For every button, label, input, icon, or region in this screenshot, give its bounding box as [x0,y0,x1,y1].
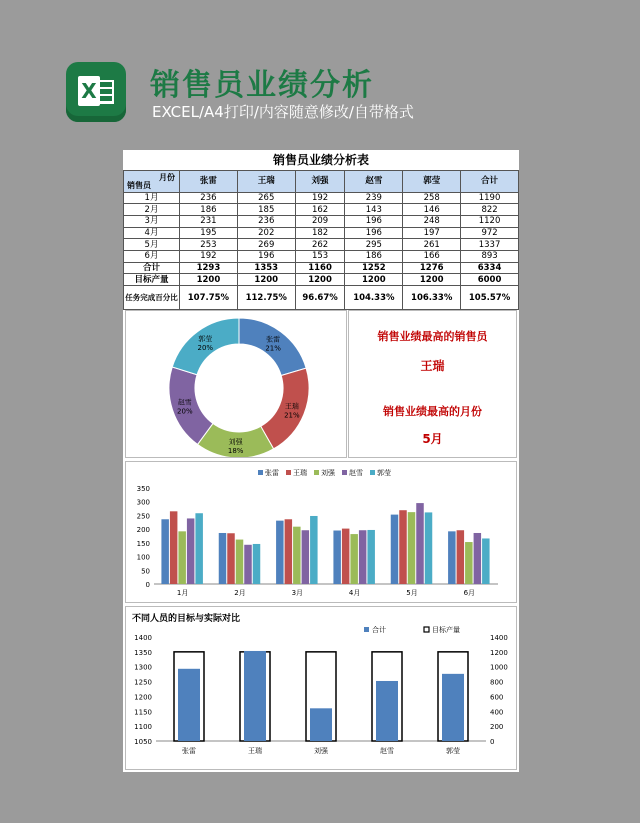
row-label: 任务完成百分比 [124,286,180,310]
y-tick-label-left: 1250 [134,678,152,687]
table-cell: 269 [237,239,295,251]
legend-swatch [286,470,291,475]
y-tick-label-right: 0 [490,738,495,746]
column-header: 张雷 [180,170,238,192]
table-row [124,250,519,262]
table-cell: 248 [403,215,461,227]
table-cell: 6334 [461,262,519,274]
spreadsheet-sheet [123,150,519,772]
table-cell: 162 [295,204,345,216]
table-cell: 1160 [295,262,345,274]
y-tick-label-left: 1150 [134,708,152,717]
y-tick-label-right: 1200 [490,648,508,657]
legend-label: 目标产量 [432,626,460,634]
table-cell: 1200 [237,274,295,286]
bar [302,530,310,584]
table-cell: 104.33% [345,286,403,310]
table-cell: 197 [403,227,461,239]
target-comparison-chart [126,607,516,769]
table-row [124,204,519,216]
legend-label: 郭莹 [377,469,391,477]
monthly-bar-chart [126,462,516,602]
y-tick-label: 350 [136,485,150,493]
y-tick-label-left: 1300 [134,663,152,672]
actual-bar [310,708,332,741]
column-header: 郭莹 [403,170,461,192]
legend-swatch [370,470,375,475]
legend-label: 王瑞 [293,469,307,477]
legend-swatch [424,627,429,632]
x-tick-label: 3月 [291,589,304,597]
table-caption: 销售员业绩分析表 [272,153,369,168]
y-tick-label-left: 1100 [134,723,152,732]
table-cell: 196 [345,227,403,239]
donut-slice-percent: 20% [177,407,193,416]
table-cell: 196 [237,250,295,262]
y-tick-label: 150 [136,539,150,548]
y-tick-label: 100 [136,553,150,562]
bar [187,518,195,584]
actual-bar [244,651,266,741]
table-cell: 1276 [403,262,461,274]
row-label: 合计 [124,262,180,274]
top-seller-value: 王瑞 [420,359,445,373]
table-cell: 1120 [461,215,519,227]
x-tick-label: 1月 [176,589,189,597]
bar [457,530,465,584]
table-cell: 202 [237,227,295,239]
legend-label: 赵雪 [349,469,363,477]
bar [425,512,433,584]
table-cell: 96.67% [295,286,345,310]
table-cell: 209 [295,215,345,227]
corner-month-label: 月份 [159,172,175,182]
table-cell: 192 [180,250,238,262]
excel-logo-icon [66,62,126,122]
table-cell: 262 [295,239,345,251]
y-tick-label-left: 1350 [134,648,152,657]
bar [293,527,301,584]
bar [359,530,367,584]
table-cell: 192 [295,192,345,204]
y-tick-label: 200 [136,526,150,535]
x-tick-label: 4月 [348,589,361,597]
bar [391,515,399,584]
y-tick-label: 300 [136,498,150,507]
top-seller-title: 销售业绩最高的销售员 [377,330,488,343]
legend-swatch [314,470,319,475]
donut-chart-panel [125,310,347,458]
y-tick-label: 250 [136,512,150,521]
top-month-value: 5月 [422,432,443,446]
table-cell: 1353 [237,262,295,274]
table-cell: 1337 [461,239,519,251]
y-tick-label-right: 400 [490,708,504,717]
top-month-title: 销售业绩最高的月份 [383,405,482,418]
table-row [124,262,519,274]
excel-logo-letter: X [78,76,100,106]
y-tick-label-right: 600 [490,693,504,702]
bar [161,519,169,584]
y-tick-label: 0 [145,581,150,589]
bar [227,533,235,584]
bar [178,531,186,584]
bar [236,540,244,584]
chart-title: 不同人员的目标与实际对比 [132,614,241,624]
bar [465,542,473,584]
bar [253,544,261,584]
bar [367,530,375,584]
table-cell: 153 [295,250,345,262]
actual-bar [442,674,464,741]
bar [474,533,482,584]
table-cell: 112.75% [237,286,295,310]
y-tick-label-right: 1400 [490,634,508,642]
donut-slice-percent: 20% [197,344,214,353]
bar [342,529,350,584]
legend-swatch [342,470,347,475]
y-tick-label-right: 800 [490,678,504,687]
table-cell: 822 [461,204,519,216]
table-row [124,286,519,310]
donut-slice-percent: 21% [284,411,300,420]
table-cell: 185 [237,204,295,216]
donut-slice-name: 张雷 [266,335,281,344]
y-tick-label-left: 1200 [134,693,152,702]
table-cell: 1200 [345,274,403,286]
legend-swatch [364,627,369,632]
table-row [124,239,519,251]
table-cell: 261 [403,239,461,251]
table-cell: 258 [403,192,461,204]
table-cell: 106.33% [403,286,461,310]
x-tick-label: 6月 [463,589,476,597]
bar [285,519,293,584]
x-tick-label: 2月 [234,589,246,597]
data-table [123,150,519,310]
bar [276,521,284,584]
donut-slice-name: 赵雪 [177,398,192,407]
donut-chart [126,311,346,457]
table-cell: 182 [295,227,345,239]
table-cell: 893 [461,250,519,262]
bar [219,533,227,584]
x-tick-label: 张雷 [182,747,196,755]
table-cell: 295 [345,239,403,251]
table-cell: 146 [403,204,461,216]
table-cell: 195 [180,227,238,239]
y-tick-label-right: 1000 [490,663,508,672]
table-cell: 1190 [461,192,519,204]
x-tick-label: 刘强 [314,747,328,755]
table-cell: 253 [180,239,238,251]
y-tick-label-right: 200 [490,723,504,732]
donut-slice-percent: 18% [227,446,244,455]
bar [416,503,424,584]
row-label: 5月 [124,239,180,251]
table-row [124,274,519,286]
row-label: 1月 [124,192,180,204]
column-header: 合计 [461,170,519,192]
x-tick-label: 郭莹 [446,747,460,755]
column-header: 刘强 [295,170,345,192]
corner-seller-label: 销售员 [127,180,151,190]
page-title: 销售员业绩分析 [150,68,374,103]
x-tick-label: 5月 [406,589,418,597]
table-cell: 265 [237,192,295,204]
bar [170,511,178,584]
bar [350,534,358,584]
table-cell: 107.75% [180,286,238,310]
table-cell: 6000 [461,274,519,286]
row-label: 4月 [124,227,180,239]
legend-swatch [258,470,263,475]
row-label: 3月 [124,215,180,227]
column-header: 王瑞 [237,170,295,192]
table-cell: 105.57% [461,286,519,310]
table-cell: 972 [461,227,519,239]
table-cell: 186 [345,250,403,262]
table-cell: 196 [345,215,403,227]
table-header-row [124,170,519,192]
column-header: 赵雪 [345,170,403,192]
row-label: 2月 [124,204,180,216]
highlights-panel [348,310,517,458]
donut-slice-name: 郭莹 [198,335,213,344]
y-tick-label-left: 1400 [134,634,152,642]
page-subtitle: EXCEL/A4打印/内容随意修改/自带格式 [152,103,414,121]
target-comparison-chart-panel [125,606,517,770]
legend-label: 张雷 [265,469,279,477]
y-tick-label: 50 [141,567,150,576]
bar [244,545,252,584]
bar [448,531,456,584]
bar [399,510,407,584]
y-tick-label-left: 1050 [134,738,152,746]
table-cell: 1200 [403,274,461,286]
table-cell: 186 [180,204,238,216]
table-cell: 231 [180,215,238,227]
donut-slice-percent: 21% [265,344,281,353]
row-label: 目标产量 [124,274,180,286]
table-cell: 1200 [295,274,345,286]
row-label: 6月 [124,250,180,262]
legend-label: 刘强 [321,469,335,477]
table-row [124,215,519,227]
table-cell: 143 [345,204,403,216]
bar [195,513,203,584]
bar [482,538,490,584]
monthly-bar-chart-panel [125,461,517,603]
bar [408,512,416,584]
legend-label: 合计 [372,626,386,634]
table-row [124,227,519,239]
table-cell: 239 [345,192,403,204]
table-cell: 236 [237,215,295,227]
table-cell: 1200 [180,274,238,286]
donut-slice-name: 刘强 [228,437,243,446]
table-cell: 166 [403,250,461,262]
table-cell: 236 [180,192,238,204]
x-tick-label: 王瑞 [248,747,262,755]
table-corner-cell [124,170,180,192]
table-row [124,192,519,204]
bar [310,516,318,584]
donut-slice-name: 王瑞 [284,402,299,411]
bar [333,531,341,584]
actual-bar [178,669,200,741]
actual-bar [376,681,398,741]
x-tick-label: 赵雪 [380,747,394,755]
table-cell: 1252 [345,262,403,274]
table-cell: 1293 [180,262,238,274]
